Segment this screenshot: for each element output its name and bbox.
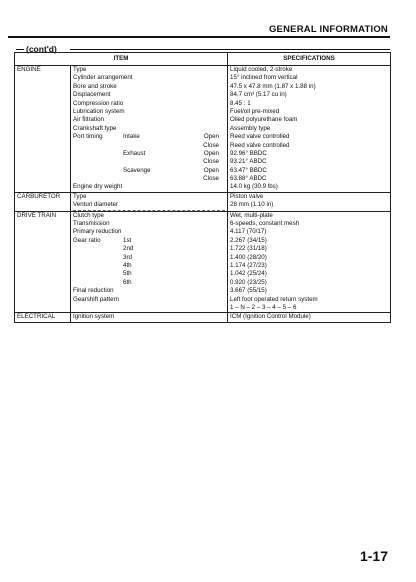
spec-gear-1: 2.267 (34/15): [230, 236, 267, 244]
table-header-row: [15, 53, 391, 66]
exhaust-label: Exhaust: [123, 149, 146, 157]
spec-exhaust-close: 93.21° ABDC: [230, 158, 267, 166]
intake-label: Intake: [123, 133, 140, 141]
section-label-electrical: ELECTRICAL: [15, 313, 71, 322]
page-number: 1-17: [359, 548, 388, 564]
item-bore: Bore and stroke: [73, 82, 117, 90]
electrical-items: [71, 313, 228, 322]
spec-table: [14, 52, 391, 323]
spec-gear-3: 1.400 (28/20): [230, 253, 267, 261]
spec-dry-weight: 14.0 kg (30.9 lbs): [230, 183, 278, 191]
spec-gearshift: Left foot operated return system: [230, 295, 318, 303]
spec-intake-close: Reed valve controlled: [230, 141, 290, 149]
spec-displacement: 84.7 cm³ (5.17 cu in): [230, 91, 287, 99]
item-port-timing-scavenge-open: [73, 167, 225, 175]
engine-specs: [228, 66, 391, 193]
item-port-timing-exhaust-open: [73, 150, 225, 158]
engine-section-row: [15, 66, 391, 193]
item-ignition: Ignition system: [73, 313, 115, 321]
carburetor-specs: [228, 192, 391, 211]
spec-cylinder: 15° inclined from vertical: [230, 74, 298, 82]
continued-label: (cont'd): [26, 44, 57, 54]
section-label-drive-train: DRIVE TRAIN: [15, 211, 71, 313]
spec-clutch: Wet, multi-plate: [230, 211, 273, 219]
spec-air-filtration: Oiled polyurethane foam: [230, 116, 298, 124]
section-label-carburetor: CARBURETOR: [15, 192, 71, 211]
item-crankshaft: Crankshaft type: [73, 124, 117, 132]
spec-transmission: 6-speeds, constant mesh: [230, 220, 300, 228]
spec-compression: 8.45 : 1: [230, 99, 251, 107]
drive-train-section-row: [15, 211, 391, 313]
item-final: Final reduction: [73, 287, 114, 295]
gear-ratio-label: Gear ratio: [73, 236, 101, 244]
item-column-header: ITEM: [15, 53, 228, 66]
gear-name: 5th: [123, 270, 132, 278]
spec-column-header: SPECIFICATIONS: [228, 53, 391, 66]
gear-name: 2nd: [123, 245, 134, 253]
spec-intake-open: Reed valve controlled: [230, 133, 290, 141]
spec-gear-6: 0.920 (23/25): [230, 278, 267, 286]
item-air-filtration: Air filtration: [73, 116, 104, 124]
item-gearshift-blank: [73, 304, 225, 312]
gear-name: 4th: [123, 261, 132, 269]
item-displacement: Displacement: [73, 91, 111, 99]
open-label: Open: [203, 133, 219, 141]
item-lubrication: Lubrication system: [73, 107, 125, 115]
spec-venturi: 28 mm (1.10 in): [230, 201, 274, 209]
carburetor-items: [71, 192, 228, 211]
drive-train-specs: [228, 211, 391, 313]
item-port-timing-intake-close: [73, 142, 225, 150]
electrical-specs: [228, 313, 391, 322]
spec-ignition: ICM (Ignition Control Module): [230, 313, 311, 321]
item-port-timing-scavenge-close: [73, 175, 225, 183]
spec-carb-type: Piston valve: [230, 192, 264, 200]
open-label: Open: [203, 149, 219, 157]
gear-name: 3rd: [123, 253, 132, 261]
spec-scavenge-close: 63.88° ABDC: [230, 175, 267, 183]
port-timing-label: Port timing: [73, 133, 103, 141]
spec-final: 3.667 (55/15): [230, 287, 267, 295]
continued-rule: [70, 49, 390, 50]
spec-primary: 4.117 (70/17): [230, 228, 267, 236]
section-label-engine: ENGINE: [15, 66, 71, 193]
spec-gear-2: 1.722 (31/18): [230, 245, 267, 253]
spec-scavenge-open: 63.47° BBDC: [230, 166, 267, 174]
spec-exhaust-open: 92.96° BBDC: [230, 149, 267, 157]
item-cylinder: Cylinder arrangement: [73, 74, 133, 82]
item-primary: Primary reduction: [73, 228, 122, 236]
item-dry-weight: Engine dry weight: [73, 183, 123, 191]
close-label: Close: [203, 141, 219, 149]
spec-type: Liquid cooled, 2-stroke: [230, 66, 293, 73]
spec-crankshaft: Assembly type: [230, 124, 271, 132]
gear-name: 1st: [123, 236, 132, 244]
scavenge-label: Scavenge: [123, 166, 151, 174]
item-gear-6: [73, 279, 225, 287]
spec-bore: 47.5 x 47.8 mm (1.87 x 1.88 in): [230, 82, 316, 90]
gear-name: 6th: [123, 278, 132, 286]
drive-train-items: [71, 211, 228, 313]
item-venturi: Venturi diameter: [73, 201, 225, 210]
item-compression: Compression ratio: [73, 99, 124, 107]
item-gear-2: [73, 245, 225, 253]
item-port-timing-exhaust-close: [73, 158, 225, 166]
close-label: Close: [203, 175, 219, 183]
item-gear-1: [73, 237, 225, 245]
item-gear-5: [73, 270, 225, 278]
close-label: Close: [203, 158, 219, 166]
item-transmission: Transmission: [73, 220, 110, 228]
header-rule: [8, 36, 390, 38]
spec-gear-5: 1.042 (25/24): [230, 270, 267, 278]
page-header-title: GENERAL INFORMATION: [268, 24, 388, 35]
item-gear-3: [73, 254, 225, 262]
item-clutch: Clutch type: [73, 211, 104, 219]
carburetor-section-row: [15, 192, 391, 211]
item-type: Type: [73, 66, 87, 73]
spec-gear-4: 1.174 (27/23): [230, 261, 267, 269]
open-label: Open: [203, 166, 219, 174]
item-gearshift: Gearshift pattern: [73, 295, 120, 303]
item-gear-4: [73, 262, 225, 270]
engine-items: [71, 66, 228, 193]
electrical-section-row: [15, 313, 391, 322]
item-carb-type: Type: [73, 192, 87, 200]
spec-gearshift-pattern: 1 – N – 2 – 3 – 4 – 5 – 6: [230, 303, 297, 311]
spec-lubrication: Fuel/oil pre-mixed: [230, 107, 280, 115]
item-port-timing-intake-open: [73, 133, 225, 141]
